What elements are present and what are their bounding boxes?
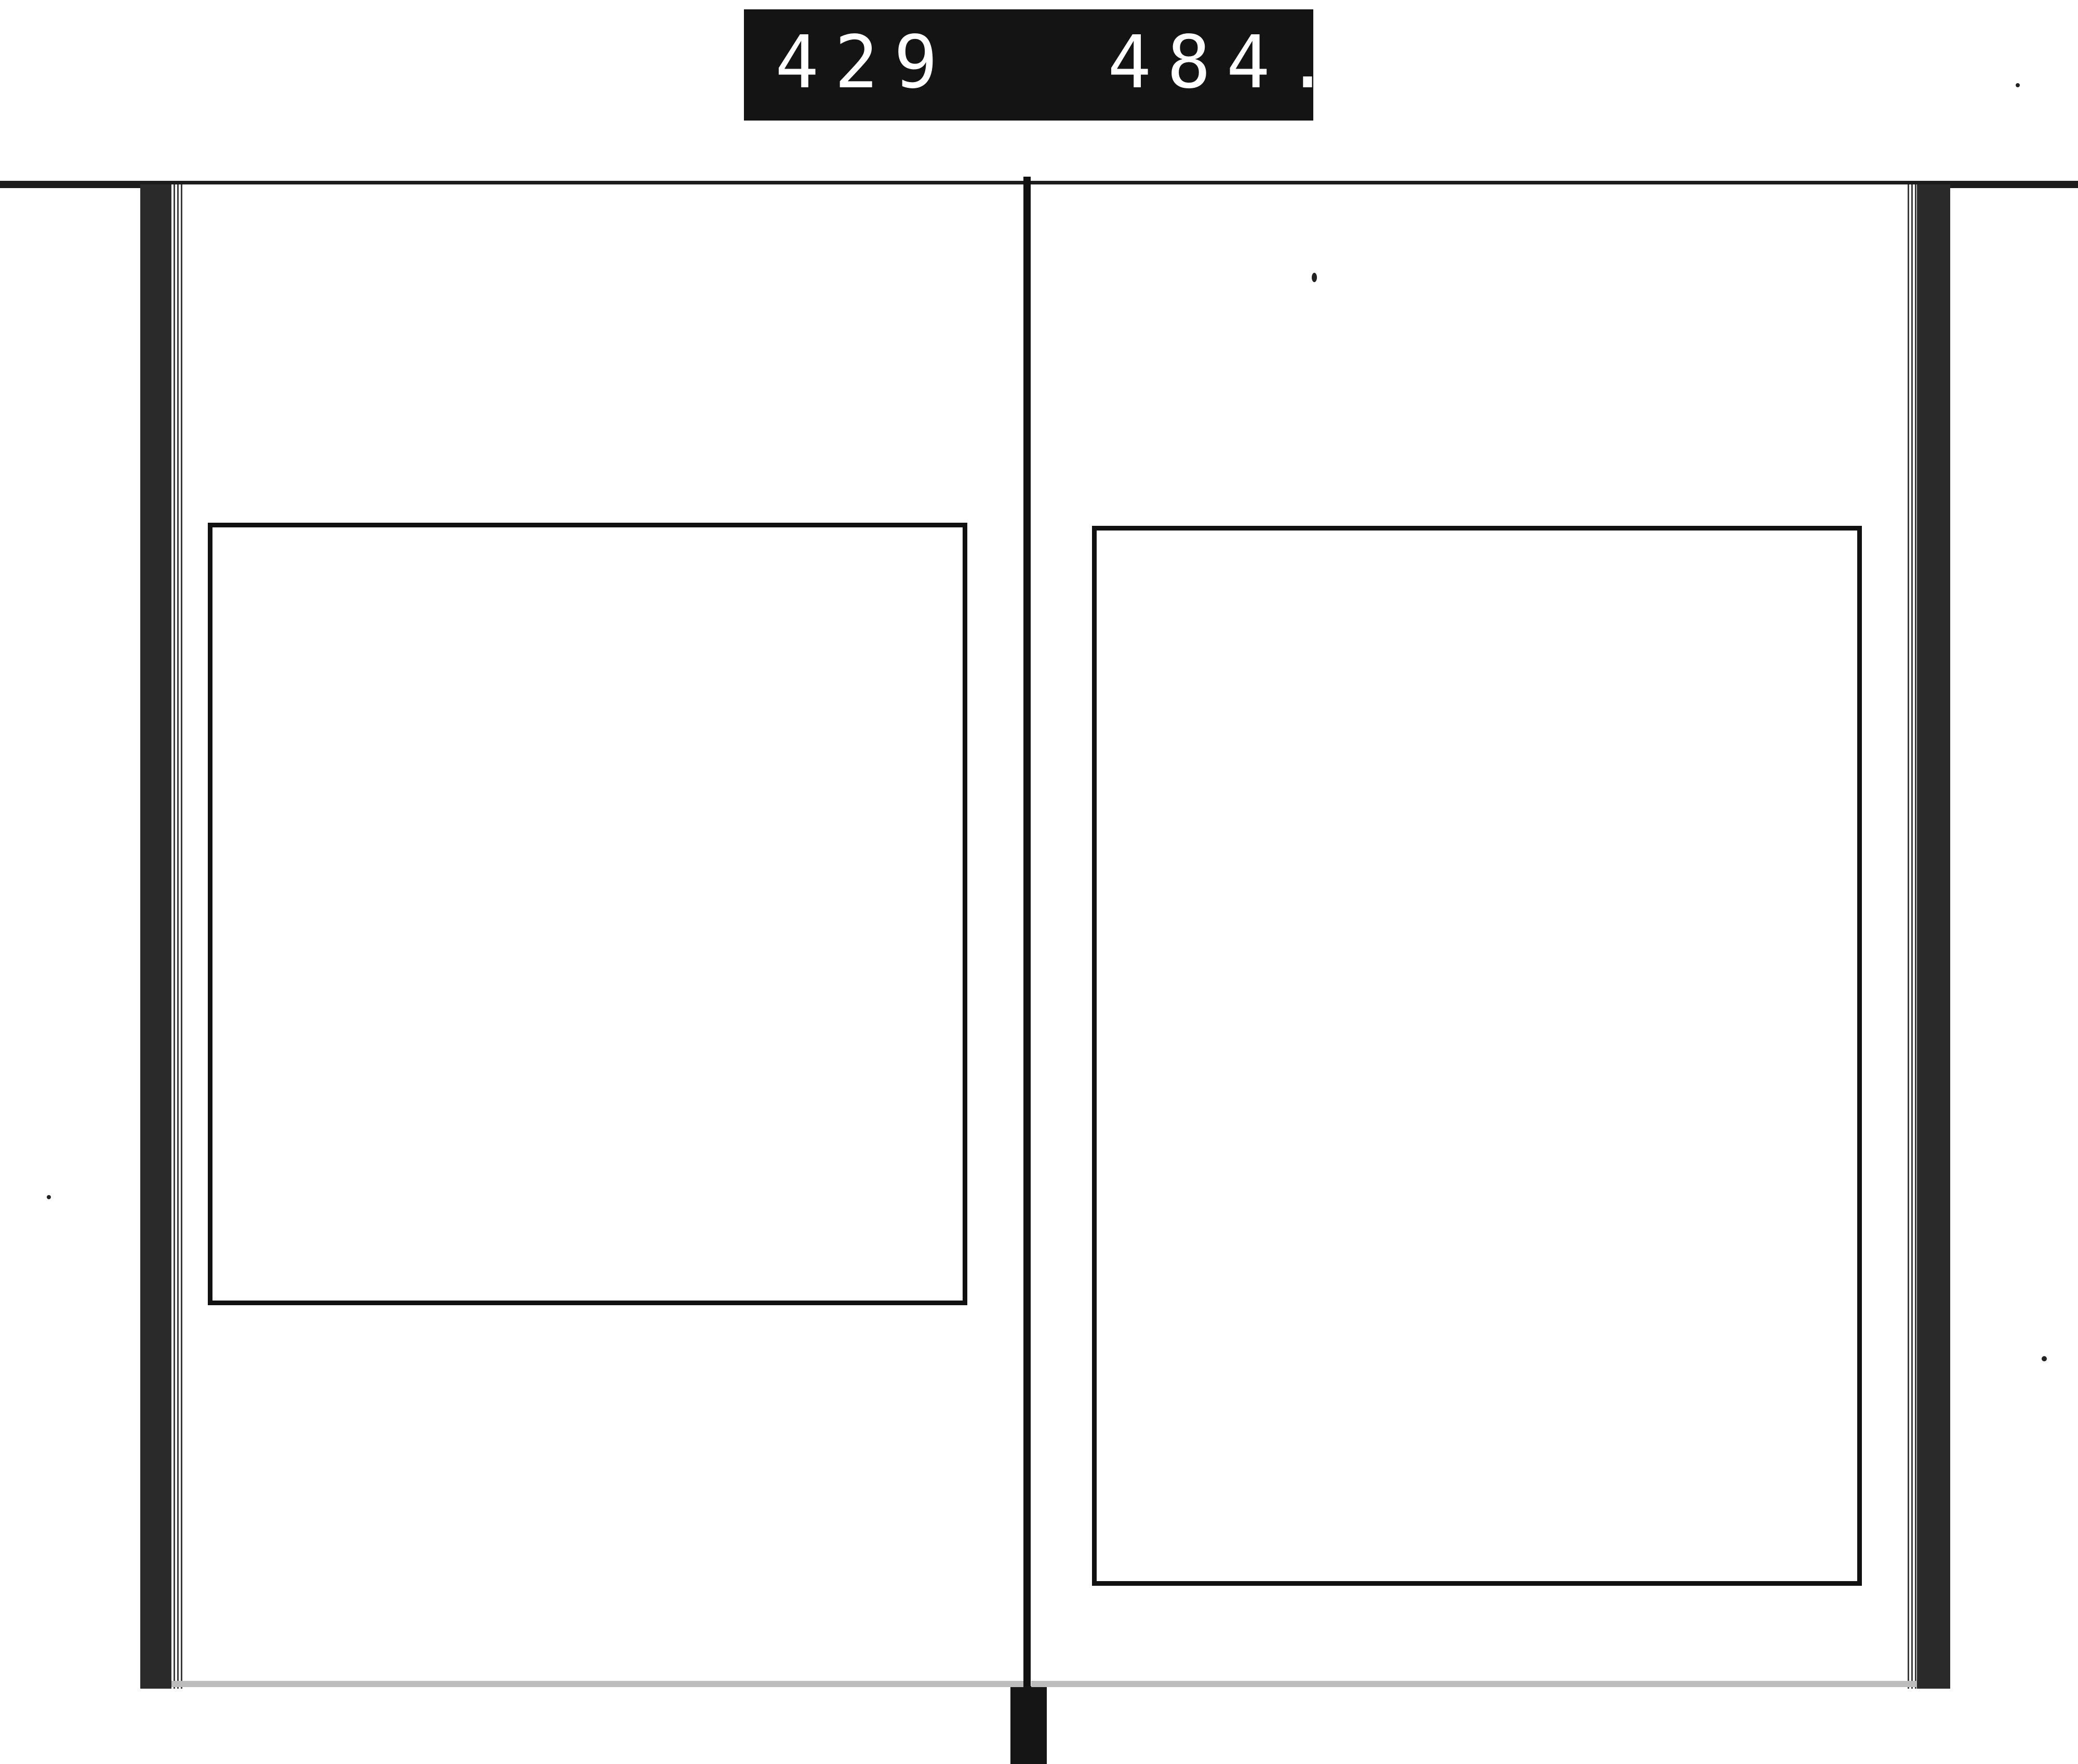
right-page-bottom-edge [1031,1681,1917,1687]
right-text-panel [1092,526,1862,1586]
call-number-label [744,9,1346,121]
left-text-block [230,542,945,1286]
call-number-right: 484. [1108,20,1346,105]
scan-speck [47,1195,51,1199]
left-page-bottom-edge [171,1681,1023,1687]
scan-speck [1312,273,1317,282]
book-spine [1023,177,1031,1694]
scan-speck [2016,83,2020,87]
spine-base [1010,1686,1047,1764]
call-number-left: 429 [775,20,953,105]
left-text-panel [208,523,967,1305]
scan-speck [2042,1356,2047,1361]
right-text-block [1114,545,1840,1567]
